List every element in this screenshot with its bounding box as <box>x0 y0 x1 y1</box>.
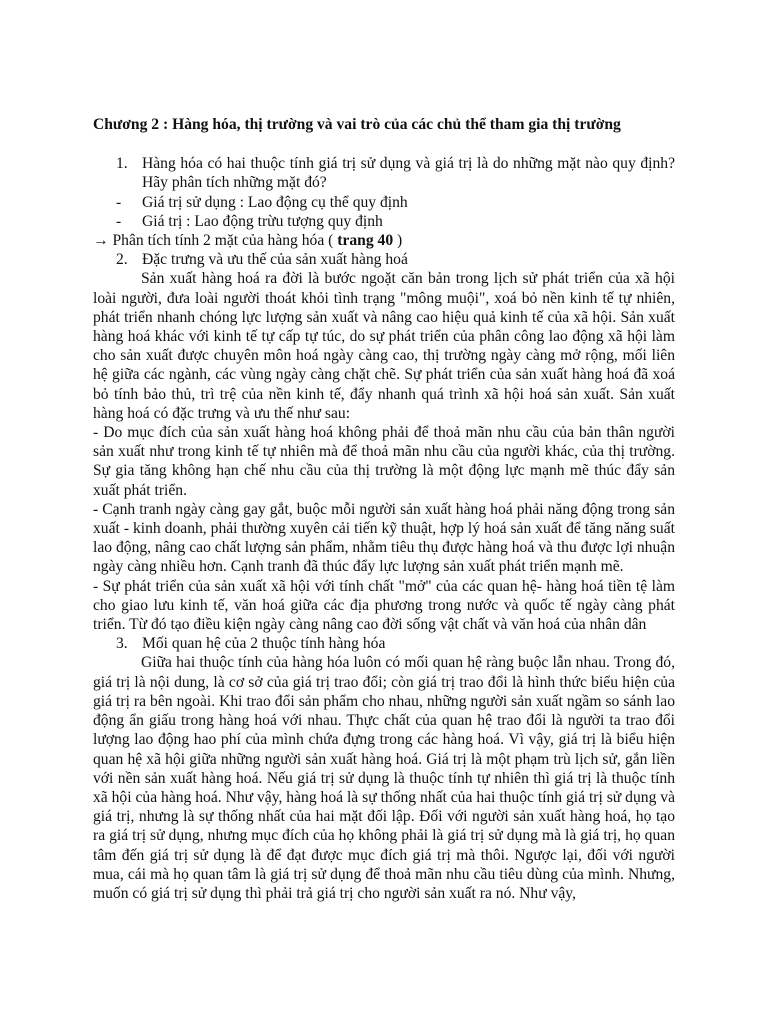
question-3 <box>93 634 675 653</box>
question-2-intro-paragraph: Sản xuất hàng hoá ra đời là bước ngoặt căn bản trong lịch sử phát triển của xã hội loài người, đưa loài người thoát khỏi tình trạng "mông muội", xoá bỏ nền kinh tế tự nhiên, phát triển nhanh chóng lực lượng sản xuất và nâng cao hiệu quả kinh tế của xã hội. Sản xuất hàng hoá khác với kinh tế tự cấp tự túc, do sự phát triển của phân công lao động xã hội làm cho sản xuất được chuyên môn hoá ngày càng cao, thị trường ngày càng mở rộng, mối liên hệ giữa các ngành, các vùng ngày càng chặt chẽ. Sự phát triển của sản xuất hàng hoá đã xoá bỏ tính bảo thủ, trì trệ của nền kinh tế, đẩy nhanh quá trình xã hội hoá sản xuất. Sản xuất hàng hoá có đặc trưng và ưu thế như sau: <box>93 270 675 422</box>
page-reference: trang 40 <box>333 232 394 250</box>
arrow-prefix: → Phân tích tính 2 mặt của hàng hóa ( <box>93 232 334 250</box>
arrow-suffix: ) <box>393 232 403 250</box>
question-2-heading: Đặc trưng và ưu thế của sản xuất hàng hoá <box>142 251 408 269</box>
bullet-item <box>93 212 675 231</box>
bullet-item <box>93 193 675 212</box>
bullet-text: Giá trị sử dụng : Lao động cụ thể quy định <box>142 193 408 211</box>
bullet-text: Giá trị : Lao động trừu tượng quy định <box>142 212 383 230</box>
question-2 <box>93 250 675 269</box>
bullet-marker: - <box>116 212 122 230</box>
question-1-text: Hàng hóa có hai thuộc tính giá trị sử dụng và giá trị là do những mặt nào quy định? Hãy phân tích những mặt đó? <box>142 155 675 192</box>
question-3-number: 3. <box>116 635 128 653</box>
bullet-marker: - <box>116 193 122 211</box>
feature-paragraph: - Cạnh tranh ngày càng gay gắt, buộc mỗi người sản xuất hàng hoá phải năng động trong sản xuất - kinh doanh, phải thường xuyên cải tiến kỹ thuật, hợp lý hoá sản xuất để tăng năng suất lao động, nâng cao chất lượng sản phẩm, nhằm tiêu thụ được hàng hoá và thu được lợi nhuận ngày càng nhiều hơn. Cạnh tranh đã thúc đẩy lực lượng sản xuất phát triển mạnh mẽ. <box>93 500 675 576</box>
question-1-number: 1. <box>116 155 128 173</box>
chapter-title: Chương 2 : Hàng hóa, thị trường và vai trò của các chủ thể tham gia thị trường <box>93 116 621 133</box>
analysis-reference-line <box>93 231 675 250</box>
question-2-number: 2. <box>116 251 128 269</box>
feature-paragraph: - Do mục đích của sản xuất hàng hoá không phải để thoả mãn nhu cầu của bản thân người sản xuất như trong kinh tế tự nhiên mà để thoả mãn nhu cầu của người khác, của thị trường. Sự gia tăng không hạn chế nhu cầu của thị trường là một động lực mạnh mẽ thúc đẩy sản xuất phát triển. <box>93 424 675 499</box>
question-3-heading: Mối quan hệ của 2 thuộc tính hàng hóa <box>142 635 386 653</box>
question-1 <box>93 154 675 192</box>
question-3-body-paragraph: Giữa hai thuộc tính của hàng hóa luôn có mối quan hệ ràng buộc lẫn nhau. Trong đó, giá trị là nội dung, là cơ sở của giá trị trao đổi; còn giá trị trao đổi là hình thức biểu hiện của giá trị ra bên ngoài. Khi trao đổi sản phẩm cho nhau, những người sản xuất ngầm so sánh lao động ẩn giấu trong hàng hoá với nhau. Thực chất của quan hệ trao đổi là người ta trao đổi lượng lao động hao phí của mình chứa đựng trong các hàng hoá. Vì vậy, giá trị là biểu hiện quan hệ xã hội giữa những người sản xuất hàng hoá. Giá trị là một phạm trù lịch sử, gắn liền với nền sản xuất hàng hoá. Nếu giá trị sử dụng là thuộc tính tự nhiên thì giá trị là thuộc tính xã hội của hàng hoá. Như vậy, hàng hoá là sự thống nhất của hai thuộc tính giá trị sử dụng và giá trị, nhưng là sự thống nhất của hai mặt đối lập. Đối với người sản xuất hàng hoá, họ tạo ra giá trị sử dụng, nhưng mục đích của họ không phải là giá trị sử dụng mà là giá trị, họ quan tâm đến giá trị sử dụng là để đạt được mục đích giá trị mà thôi. Ngược lại, đối với người mua, cái mà họ quan tâm là giá trị sử dụng để thoả mãn nhu cầu tiêu dùng của mình. Nhưng, muốn có giá trị sử dụng thì phải trả giá trị cho người sản xuất ra nó. Như vậy, <box>93 654 675 902</box>
feature-paragraph: - Sự phát triển của sản xuất xã hội với tính chất "mở" của các quan hệ- hàng hoá tiền tệ làm cho giao lưu kinh tế, văn hoá giữa các địa phương trong nước và quốc tế ngày càng phát triển. Từ đó tạo điều kiện ngày càng nâng cao đời sống vật chất và văn hoá của nhân dân <box>93 577 675 634</box>
